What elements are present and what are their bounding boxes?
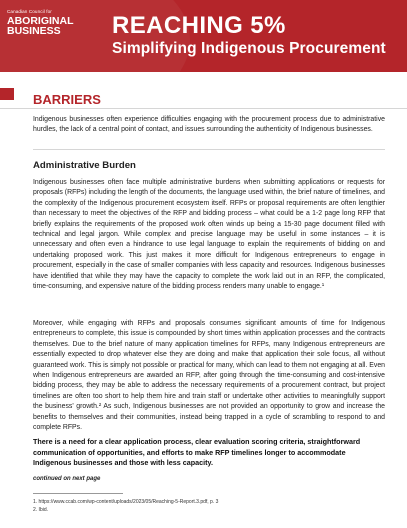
- key-statement: There is a need for a clear application process, clear evaluation scoring criteria, straightforward communication of opportunities, and efforts to make RFP timelines longer to accommodate Indigenous businesses and those with less capacity.: [33, 437, 361, 468]
- report-header: [0, 0, 407, 72]
- ccab-logo: [7, 10, 74, 37]
- footnote-divider: [33, 493, 123, 494]
- section-marker: [0, 88, 14, 100]
- intro-divider: [33, 149, 385, 150]
- footnote-2: 2. Ibid.: [33, 507, 49, 513]
- section-divider: [0, 108, 407, 109]
- footnote-1: 1. https://www.ccab.com/wp-content/uploads/2023/05/Reaching-5-Report.3.pdf, p. 3: [33, 499, 219, 505]
- body-paragraph-2: Moreover, while engaging with RFPs and proposals consumes significant amounts of time for Indigenous entrepreneurs to complete, this issue is compounded by short times within application processes and the contracts themselves. Due to the brief nature of many application timelines for RFPs, many Indigenous entrepreneurs are essentially expected to drop whatever else they are doing and make that application their sole focus, all without guaranteed work. This is simply not possible or practical for many, which can lead to them not engaging at all. Even when Indigenous entrepreneurs are awarded an RFP, after going through the time-consuming and cost-intensive bidding process, they may be able to address the necessary requirements of a procurement contract, but project timelines are often too short to help them hire and train staff or undertake other activities to meaningfully support the business' growth.² As such, Indigenous businesses are not provided an opportunity to grow and increase the benefits to themselves and their communities, instead being trapped in a cycle of scrambling to respond to and complete RFPs.: [33, 320, 385, 432]
- body-paragraph-1: Indigenous businesses often face multiple administrative burdens when submitting applications or requests for proposals (RFPs) including the length of the documents, the language used within, the brief nature of timelines, and the complexity of the Indigenous procurement ecosystem itself. RFPs or proposal requirements are often lengthier than necessary to meet the objectives of the RFP and bidding process – what could be a 1-2 page long RFP that briefly explains the requirements of the proposed work often winds up being a 15-30 page document filled with technical and legal jargon. While complex and precise language may be useful in some instances – it is unnecessary and often even a hindrance to use legal language to explain the requirements of bidding on and undertaking proposed work. This just makes it more difficult for Indigenous entrepreneurs to engage in procurement, especially in the case of smaller companies with less capacity and resources. Indigenous businesses have identified that while they may have the capacity to complete the work laid out in an RFP, the complicated, time-consuming, and expensive nature of the bidding process renders many unable to engage.¹: [33, 179, 386, 291]
- continued-note: continued on next page: [33, 476, 101, 482]
- intro-paragraph: Indigenous businesses often experience difficulties engaging with the procurement process due to administrative hurdles, the lack of a central point of contact, and issues surrounding the authenticity of Indigenous businesses.: [33, 116, 385, 134]
- report-title: REACHING 5%: [112, 12, 286, 39]
- logo-line-1: Canadian Council for: [7, 9, 52, 14]
- logo-line-2: ABORIGINAL: [7, 14, 74, 27]
- logo-line-3: BUSINESS: [7, 25, 61, 38]
- report-subtitle: Simplifying Indigenous Procurement: [112, 40, 386, 57]
- section-heading: BARRIERS: [33, 92, 101, 107]
- subsection-heading: Administrative Burden: [33, 160, 136, 171]
